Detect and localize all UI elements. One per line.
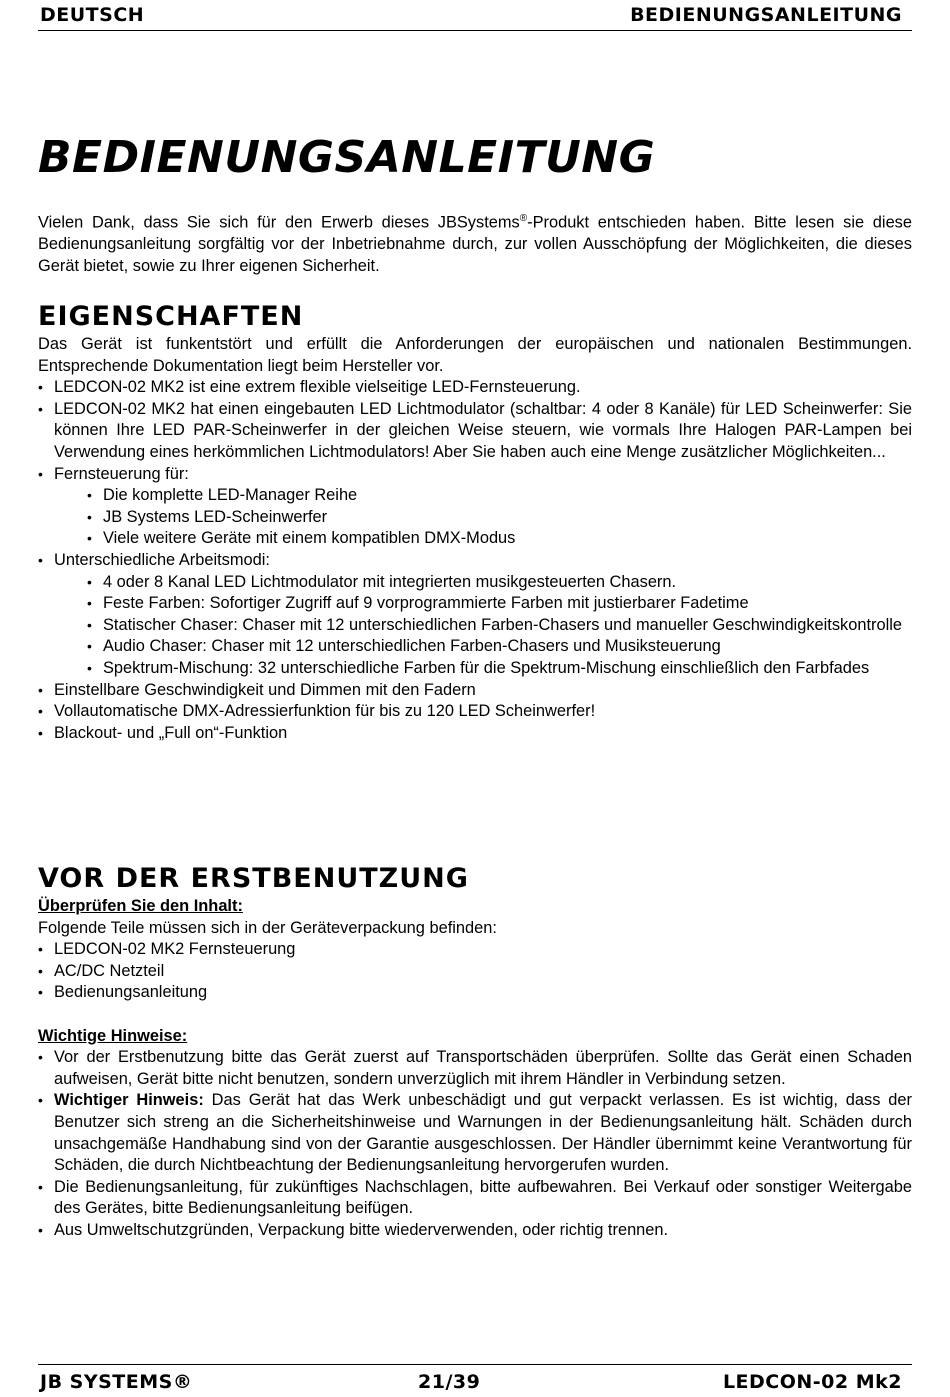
list-item: • Vor der Erstbenutzung bitte das Gerät zuerst auf Transportschäden überprüfen. Sollte das Gerät einen Schaden aufweisen, Gerät bitte nicht benutzen, sondern unverzüglich mit ihrem Händler in Verbindung setzen. [38, 1047, 912, 1090]
check-contents-paragraph: Folgende Teile müssen sich in der Geräteverpackung befinden: [38, 918, 497, 937]
list-item: • LEDCON-02 MK2 hat einen eingebauten LED Lichtmodulator (schaltbar: 4 oder 8 Kanäle) für LED Scheinwerfer: Sie können Ihre LED PAR-Scheinwerfer in der gleichen Weise steuern, wie vormals Ihre Halogen PAR-Lampen bei Verwendung eines herkömmlichen Lichtmodulators! Aber Sie haben auch eine Menge zusätzlicher Möglichkeiten... [38, 399, 912, 464]
list-item: • Aus Umweltschutzgründen, Verpackung bitte wiederverwenden, oder richtig trennen. [38, 1220, 912, 1242]
list-item [38, 550, 912, 680]
check-contents-heading: Überprüfen Sie den Inhalt: [38, 897, 243, 915]
list-item: • LEDCON-02 MK2 Fernsteuerung [38, 939, 912, 961]
list-item [38, 1090, 912, 1176]
header-language: DEUTSCH [40, 4, 145, 26]
list-item: • LEDCON-02 MK2 ist eine extrem flexible vielseitige LED-Fernsteuerung. [38, 377, 912, 399]
list-item-text: Unterschiedliche Arbeitsmodi: [54, 550, 270, 569]
sub-list-item: • 4 oder 8 Kanal LED Lichtmodulator mit integrierten musikgesteuerten Chasern. [87, 572, 912, 594]
sub-list-item: • JB Systems LED-Scheinwerfer [87, 507, 912, 529]
list-item-text: Fernsteuerung für: [54, 464, 189, 483]
modes-sublist [87, 572, 912, 680]
intro-paragraph [38, 208, 912, 277]
intro-text-2: -Produkt entschieden haben. Bitte lesen sie diese Bedienungsanleitung sorgfältig vor der Inbetriebnahme durch, zur vollen Ausschöpfung der Möglichkeiten, die dieses Gerät bietet, sowie zu Ihrer eigenen Sicherheit. [38, 213, 912, 275]
sub-list-item: • Feste Farben: Sofortiger Zugriff auf 9 vorprogrammierte Farben mit justierbarer Fadetime [87, 593, 912, 615]
package-contents-list [38, 939, 912, 1004]
footer-page-number: 21/39 [418, 1371, 481, 1393]
remote-control-sublist [87, 485, 912, 550]
list-item: • Bedienungsanleitung [38, 982, 912, 1004]
list-item: • Blackout- und „Full on“-Funktion [38, 723, 912, 745]
footer-brand: JB SYSTEMS® [40, 1371, 193, 1393]
registered-mark: ® [519, 213, 528, 224]
note-bold-label: Wichtiger Hinweis: [54, 1091, 204, 1110]
page-footer [38, 1364, 912, 1395]
sub-list-item: • Spektrum-Mischung: 32 unterschiedliche Farben für die Spektrum-Mischung einschließlich den Farbfades [87, 658, 912, 680]
before-use-heading: VOR DER ERSTBENUTZUNG [38, 863, 469, 894]
sub-list-item: • Audio Chaser: Chaser mit 12 unterschiedlichen Farben-Chasers und Musiksteuerung [87, 636, 912, 658]
list-item [38, 464, 912, 550]
features-list [38, 377, 912, 744]
sub-list-item: • Statischer Chaser: Chaser mit 12 unterschiedlichen Farben-Chasers und manueller Geschwindigkeitskontrolle [87, 615, 912, 637]
page-title: BEDIENUNGSANLEITUNG [38, 132, 656, 183]
important-notes-heading: Wichtige Hinweise: [38, 1026, 188, 1045]
sub-list-item: • Die komplette LED-Manager Reihe [87, 485, 912, 507]
list-item: • Einstellbare Geschwindigkeit und Dimmen mit den Fadern [38, 680, 912, 702]
list-item: • Die Bedienungsanleitung, für zukünftiges Nachschlagen, bitte aufbewahren. Bei Verkauf oder sonstiger Weitergabe des Gerätes, bitte Bedienungsanleitung beifügen. [38, 1177, 912, 1220]
footer-model: LEDCON-02 Mk2 [722, 1371, 902, 1393]
running-header [38, 2, 912, 31]
features-section [38, 300, 912, 744]
important-notes-list [38, 1047, 912, 1241]
features-heading: EIGENSCHAFTEN [38, 301, 304, 332]
before-use-section [38, 862, 912, 1242]
sub-list-item: • Viele weitere Geräte mit einem kompatiblen DMX-Modus [87, 528, 912, 550]
features-paragraph: Das Gerät ist funkentstört und erfüllt die Anforderungen der europäischen und nationalen Bestimmungen. Entsprechende Dokumentation liegt beim Hersteller vor. [38, 335, 912, 375]
intro-text-1: Vielen Dank, dass Sie sich für den Erwerb dieses JBSystems [38, 213, 520, 232]
list-item: • Vollautomatische DMX-Adressierfunktion für bis zu 120 LED Scheinwerfer! [38, 701, 912, 723]
note-text: Das Gerät hat das Werk unbeschädigt und gut verpackt verlassen. Es ist wichtig, dass der Benutzer sich streng an die Sicherheitshinweise und Warnungen in der Bedienungsanleitung hält. Schäden durch unsachgemäße Handhabung sind von der Garantie ausgeschlossen. Der Händler übernimmt keine Verantwortung für Schäden, die durch Nichtbeachtung der Bedienungsanleitung hervorgerufen wurden. [54, 1091, 912, 1175]
header-doc-title: BEDIENUNGSANLEITUNG [630, 4, 902, 26]
list-item: • AC/DC Netzteil [38, 961, 912, 983]
